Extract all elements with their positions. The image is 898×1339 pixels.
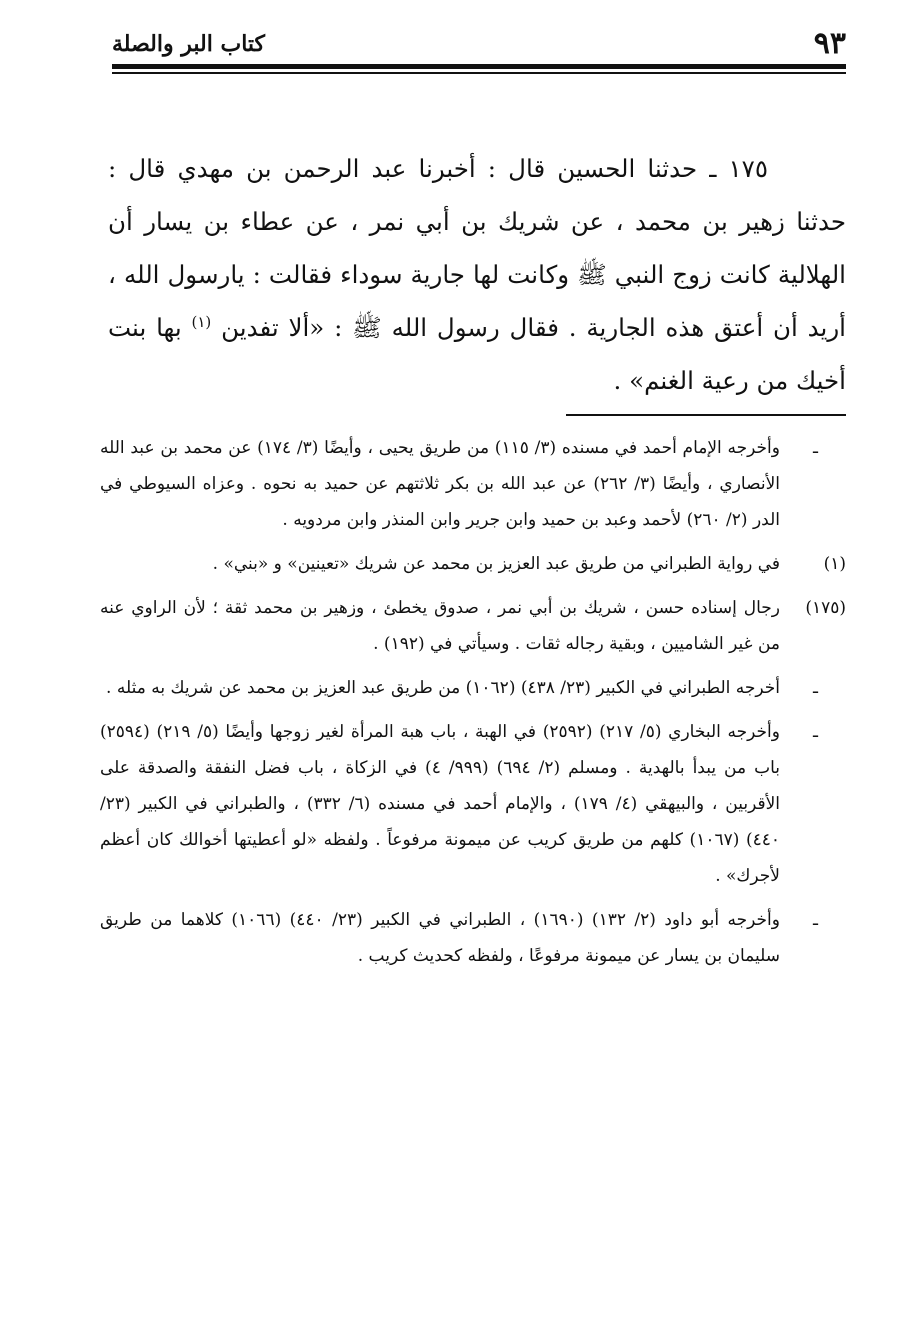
footnote (100, 670, 846, 706)
hadith-text (108, 142, 846, 407)
footnote (100, 430, 846, 538)
footnote-text: وأخرجه الإمام أحمد في مسنده (٣/ ١١٥) من طريق يحيى ، وأيضًا (٣/ ١٧٤) عن محمد بن عبد الله الأنصاري ، وأيضًا (٣/ ٢٦٢) عن عبد الله بن بكر ثلاثتهم عن حميد به نحوه . وعزاه السيوطي في الدر (٢/ ٢٦٠) لأحمد وعبد بن حميد وابن جرير وابن المنذر وابن مردويه . (100, 438, 780, 530)
footnote-text: وأخرجه البخاري (٥/ ٢١٧) (٢٥٩٢) في الهبة ، باب هبة المرأة لغير زوجها وأيضًا (٥/ ٢١٩) (٢٥٩٤) باب من يبدأ بالهدية . ومسلم (٢/ ٦٩٤) (٩٩٩/ ٤) في الزكاة ، باب فضل النفقة والصدقة على الأقربين ، والبيهقي (٤/ ١٧٩) ، والإمام أحمد في مسنده (٦/ ٣٣٢) ، والطبراني في الكبير (٢٣/ ٤٤٠) (١٠٦٧) كلهم من طريق كريب عن ميمونة مرفوعاً . ولفظه «لو أعطيتها أخوالك كان أعظم لأجرك» . (100, 722, 780, 886)
hadith-body: ١٧٥ ـ حدثنا الحسين قال : أخبرنا عبد الرحمن بن مهدي قال : حدثنا زهير بن محمد ، عن شريك بن أبي نمر ، عن عطاء بن يسار أن الهلالية كانت زوج النبي ﷺ وكانت لها جارية سوداء فقالت : يارسول الله ، أريد أن أعتق هذه الجارية . فقال رسول الله ﷺ : «ألا تفدين (108, 154, 846, 342)
page-number: ٩٣ (813, 26, 846, 61)
footnote (100, 714, 846, 894)
hadith-paragraph (108, 142, 846, 407)
footnote-mark: ـ (813, 910, 818, 930)
footnote-text: رجال إسناده حسن ، شريك بن أبي نمر ، صدوق يخطئ ، وزهير بن محمد ثقة ؛ لأن الراوي عنه من غير الشاميين ، وبقية رجاله ثقات . وسيأتي في (١٩٢) . (100, 598, 780, 654)
footnote-divider (566, 414, 846, 416)
footnote-mark: ـ (813, 722, 818, 742)
header-rule (112, 64, 846, 69)
page-header (112, 26, 846, 62)
header-rule-thin (112, 72, 846, 74)
running-title: كتاب البر والصلة (112, 31, 266, 57)
footnote-text: في رواية الطبراني من طريق عبد العزيز بن محمد عن شريك «تعينين» و «بني» . (212, 554, 780, 574)
footnote (100, 902, 846, 974)
footnote-mark: ـ (813, 438, 818, 458)
footnote (100, 546, 846, 582)
footnotes (100, 430, 846, 982)
footnote-mark: (١٧٥) (805, 598, 846, 618)
footnote-text: أخرجه الطبراني في الكبير (٢٣/ ٤٣٨) (١٠٦٢) من طريق عبد العزيز بن محمد عن شريك به مثله . (106, 678, 780, 698)
footnote (100, 590, 846, 662)
footnote-reference[interactable]: (١) (191, 312, 212, 331)
footnote-text: وأخرجه أبو داود (٢/ ١٣٢) (١٦٩٠) ، الطبراني في الكبير (٢٣/ ٤٤٠) (١٠٦٦) كلاهما من طريق سليمان بن يسار عن ميمونة مرفوعًا ، ولفظه كحديث كريب . (100, 910, 780, 966)
footnote-mark: ـ (813, 678, 818, 698)
hadith-body-end: بها بنت أخيك من رعية الغنم» . (108, 313, 846, 395)
footnote-mark: (١) (823, 554, 846, 574)
